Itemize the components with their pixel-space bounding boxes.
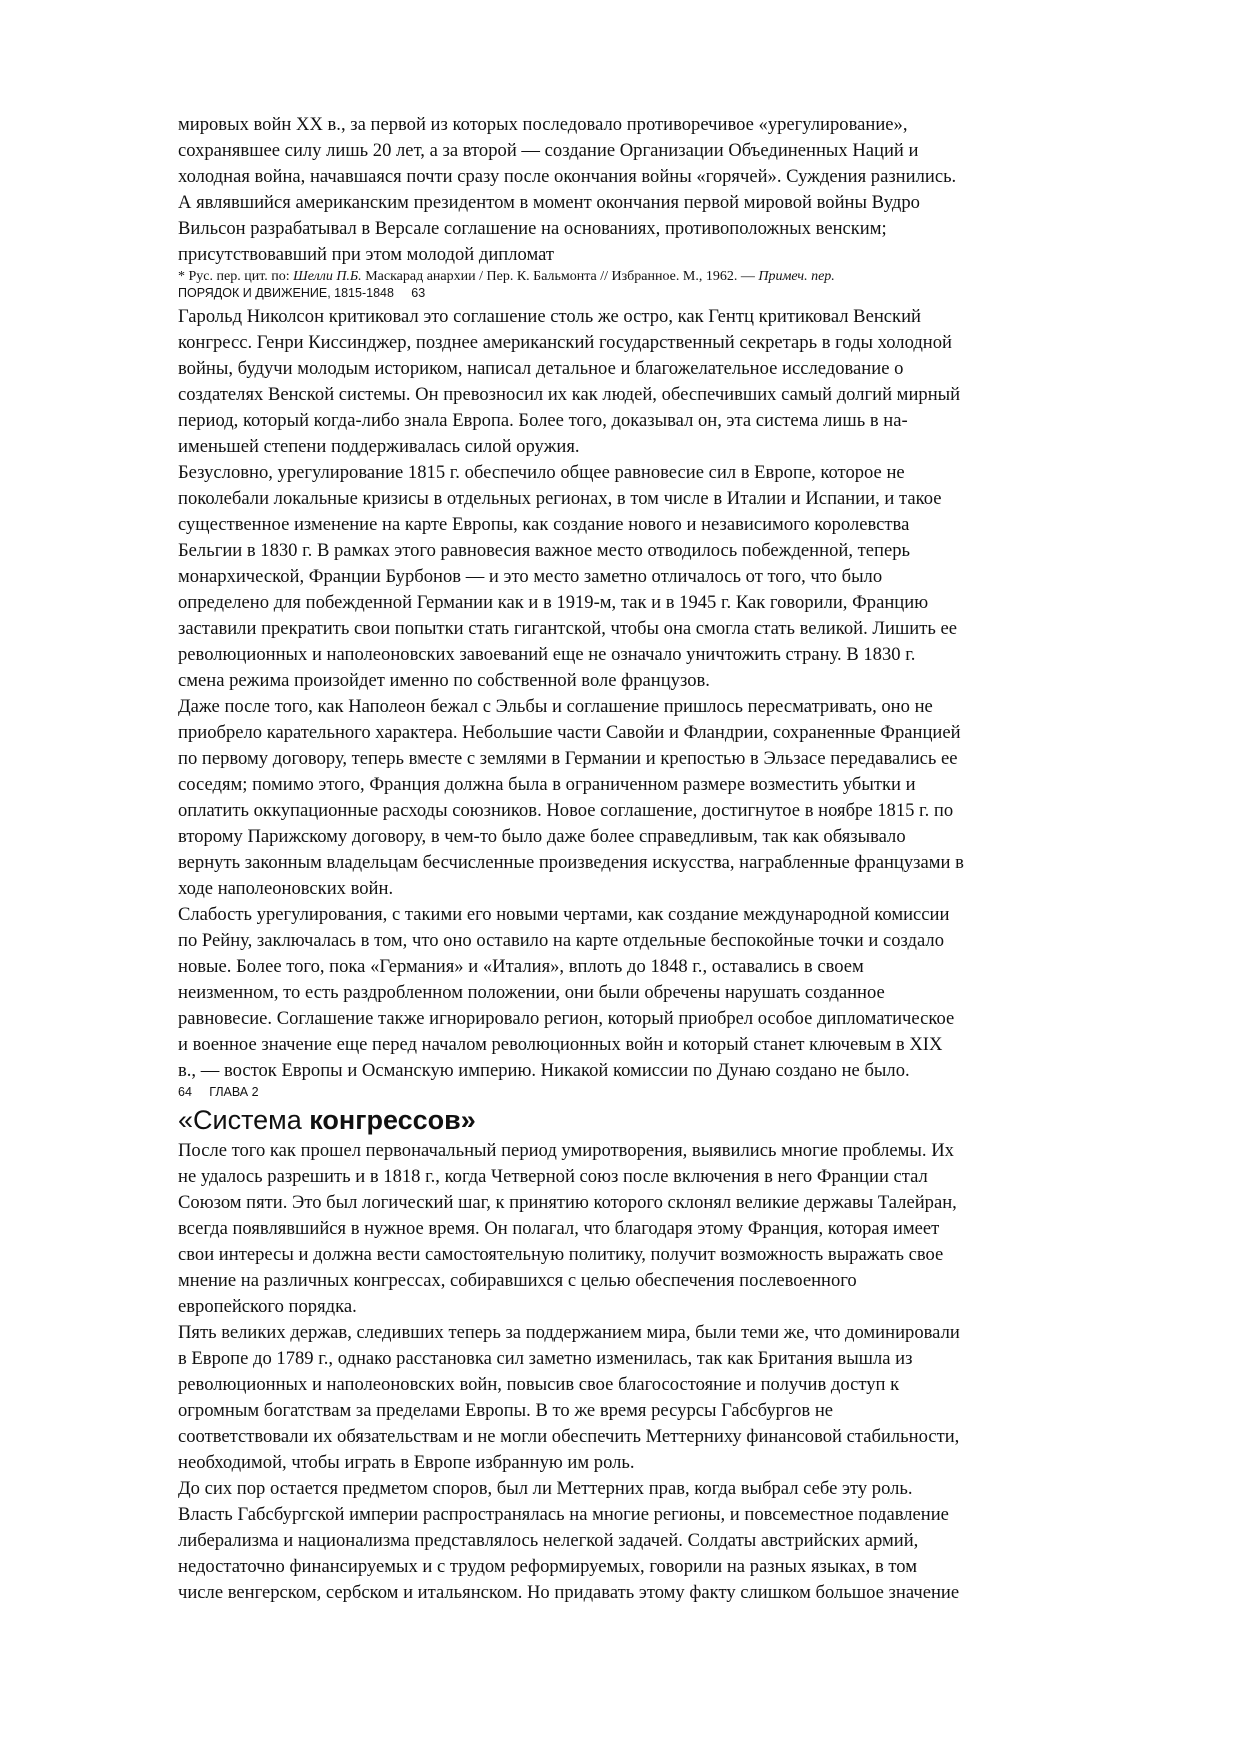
text-line: войны, будучи молодым историком, написал детальное и благожелательное исследование о [178,358,904,379]
text-line: Власть Габсбургской империи распространялась на многие регионы, и повсеместное подавление [178,1504,949,1525]
text-line: новые. Более того, пока «Германия» и «Италия», вплоть до 1848 г., оставались в своем [178,956,864,977]
text-line: поколебали локальные кризисы в отдельных регионах, в том числе в Италии и Испании, и такое [178,488,942,509]
footnote [178,268,1150,285]
text-line: Бельгии в 1830 г. В рамках этого равновесия важное место отводилось побежденной, теперь [178,540,910,561]
text-line: присутствовавший при этом молодой дипломат [178,244,555,265]
paragraph-2 [178,304,1150,460]
document-page [178,112,1150,1606]
section-heading-bold: конгрессов» [309,1105,476,1135]
text-line: Вильсон разрабатывал в Версале соглашение на основаниях, противоположных венским; [178,218,887,239]
text-line: смена режима произойдет именно по собственной воле французов. [178,670,710,691]
running-head: 64 ГЛАВА 2 [178,1085,259,1099]
text-line: свои интересы и должна вести самостоятельную политику, получит возможность выражать свое [178,1244,944,1265]
paragraph-3 [178,460,1150,694]
paragraph-8 [178,1476,1150,1606]
text-line: революционных и наполеоновских войн, повысив свое благосостояние и получив доступ к [178,1374,900,1395]
paragraph-7 [178,1320,1150,1476]
text-line: равновесие. Соглашение также игнорировало регион, который приобрел особое дипломатическое [178,1008,955,1029]
text-line: А являвшийся американским президентом в момент окончания первой мировой войны Вудро [178,192,920,213]
text-line: определено для побежденной Германии как и в 1919-м, так и в 1945 г. Как говорили, Францию [178,592,929,613]
text-line: соседям; помимо этого, Франция должна была в ограниченном размере возместить убытки и [178,774,916,795]
text-line: не удалось разрешить и в 1818 г., когда Четверной союз после включения в него Франции стал [178,1166,928,1187]
text-line: революционных и наполеоновских завоеваний еще не означало уничтожить страну. В 1830 г. [178,644,916,665]
text-line: необходимой, чтобы играть в Европе избранную им роль. [178,1452,635,1473]
running-head: ПОРЯДОК И ДВИЖЕНИЕ, 1815-1848 63 [178,286,426,300]
text-line: огромным богатствам за пределами Европы. В то же время ресурсы Габсбургов не [178,1400,834,1421]
section-heading-normal: «Система [178,1105,310,1135]
text-line: в., — восток Европы и Османскую империю. Никакой комиссии по Дунаю создано не было. [178,1060,910,1081]
text-line: Гарольд Николсон критиковал это соглашение столь же остро, как Гентц критиковал Венский [178,306,921,327]
text-line: ходе наполеоновских войн. [178,878,394,899]
text-line: по первому договору, теперь вместе с землями в Германии и крепостью в Эльзасе передавались ее [178,748,958,769]
text-line: недостаточно финансируемых и с трудом реформируемых, говорили на разных языках, в том [178,1556,918,1577]
footnote-source: Маскарад анархии / Пер. К. Бальмонта // Избранное. М., 1962. — [361,269,759,284]
paragraph-4 [178,694,1150,902]
text-line: неизменном, то есть раздробленном положении, они были обречены нарушать созданное [178,982,885,1003]
text-line: мнение на различных конгрессах, собиравшихся с целью обеспечения послевоенного [178,1270,857,1291]
text-line: мировых войн XX в., за первой из которых последовало противоречивое «урегулирование», [178,114,908,135]
text-line: заставили прекратить свои попытки стать гигантской, чтобы она смогла стать великой. Лишить ее [178,618,957,639]
text-line: вернуть законным владельцам бесчисленные произведения искусства, награбленные французами в [178,852,964,873]
text-line: существенное изменение на карте Европы, как создание нового и независимого королевства [178,514,910,535]
text-line: создателях Венской системы. Он превозносил их как людей, обеспечивших самый долгий мирный [178,384,961,405]
text-line: Союзом пяти. Это был логический шаг, к принятию которого склонял великие державы Талейран, [178,1192,957,1213]
text-line: оплатить оккупационные расходы союзников. Новое соглашение, достигнутое в ноябре 1815 г. по [178,800,954,821]
text-line: Слабость урегулирования, с такими его новыми чертами, как создание международной комиссии [178,904,950,925]
text-line: числе венгерском, сербском и итальянском. Но придавать этому факту слишком большое значение [178,1582,960,1603]
paragraph-1 [178,112,1150,268]
text-line: период, который когда-либо знала Европа. Более того, доказывал он, эта система лишь в на- [178,410,908,431]
text-line: приобрело карательного характера. Небольшие части Савойи и Фландрии, сохраненные Францией [178,722,961,743]
text-line: холодная война, начавшаяся почти сразу после окончания войны «горячей». Суждения разнились. [178,166,957,187]
text-line: всегда появлявшийся в нужное время. Он полагал, что благодаря этому Франция, которая имеет [178,1218,940,1239]
text-line: Безусловно, урегулирование 1815 г. обеспечило общее равновесие сил в Европе, которое не [178,462,905,483]
text-line: сохранявшее силу лишь 20 лет, а за второй — создание Организации Объединенных Наций и [178,140,919,161]
text-line: в Европе до 1789 г., однако расстановка сил заметно изменилась, так как Британия вышла из [178,1348,913,1369]
text-line: До сих пор остается предметом споров, был ли Меттерних прав, когда выбрал себе эту роль. [178,1478,913,1499]
text-line: Даже после того, как Наполеон бежал с Эльбы и соглашение пришлось пересматривать, оно не [178,696,933,717]
footnote-prefix: * Рус. пер. цит. по: [178,269,294,284]
footnote-author: Шелли П.Б. [293,269,362,284]
text-line: После того как прошел первоначальный период умиротворения, выявились многие проблемы. Их [178,1140,954,1161]
text-line: Пять великих держав, следивших теперь за поддержанием мира, были теми же, что доминировали [178,1322,960,1343]
text-line: и военное значение еще перед началом революционных войн и который станет ключевым в XIX [178,1034,943,1055]
text-line: монархической, Франции Бурбонов — и это место заметно отличалось от того, что было [178,566,883,587]
text-line: по Рейну, заключалась в том, что оно оставило на карте отдельные беспокойные точки и создало [178,930,944,951]
paragraph-6 [178,1138,1150,1320]
paragraph-5 [178,902,1150,1084]
text-line: либерализма и национализма представлялось нелегкой задачей. Солдаты австрийских армий, [178,1530,919,1551]
text-line: второму Парижскому договору, в чем-то было даже более справедливым, так как обязывало [178,826,906,847]
section-heading [178,1103,1150,1137]
footnote-note: Примеч. пер. [758,269,835,284]
text-line: европейского порядка. [178,1296,357,1317]
text-line: соответствовали их обязательствам и не могли обеспечить Меттерниху финансовой стабильности, [178,1426,960,1447]
text-line: именьшей степени поддерживалась силой оружия. [178,436,580,457]
text-line: конгресс. Генри Киссинджер, позднее американский государственный секретарь в годы холодной [178,332,953,353]
